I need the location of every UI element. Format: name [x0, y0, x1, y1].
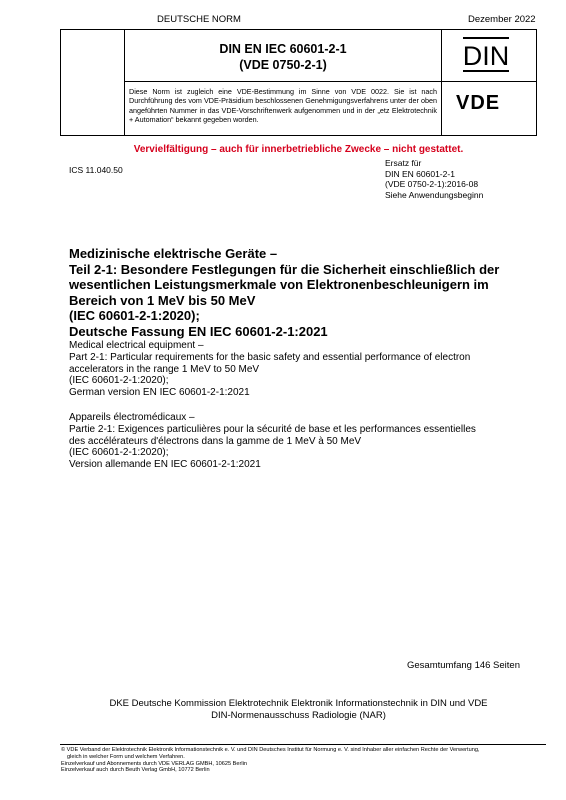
- vde-classification: (VDE 0750-2-1): [239, 58, 327, 72]
- box-divider-horizontal: [124, 81, 536, 82]
- footer-line: Einzelverkauf und Abonnements durch VDE VERLAG GMBH, 10625 Berlin: [61, 760, 247, 767]
- footer-divider: [60, 744, 546, 745]
- footer-line: Einzelverkauf auch durch Beuth Verlag GmbH, 10772 Berlin: [61, 767, 210, 774]
- vde-note: Diese Norm ist zugleich eine VDE-Bestimmung im Sinne von VDE 0022. Sie ist nach Durchführung des vom VDE-Präsidium beschlossenen Genehmigungsverfahrens unter der oben angeführten Nummer in das VDE-Vorschriftenwerk aufgenommen und in der „etz Elektrotechnik + Automation“ bekannt gegeben worden.: [129, 87, 437, 125]
- title-english-line: Medical electrical equipment –: [69, 340, 204, 351]
- standard-number: DIN EN IEC 60601-2-1: [219, 42, 347, 56]
- footer-line: © VDE Verband der Elektrotechnik Elektronik Informationstechnik e. V. und DIN Deutsches Institut für Normung e. V. sind Inhaber aller einfachen Rechte der Verwertung,: [61, 747, 480, 753]
- copyright-footer: [61, 747, 551, 774]
- title-german-line: wesentlichen Leistungsmerkmale von Elektronenbeschleunigern im: [69, 277, 489, 293]
- standard-title-box: [60, 29, 537, 136]
- title-french-line: Partie 2-1: Exigences particulières pour la sécurité de base et les performances essentielles: [69, 423, 476, 435]
- title-german-line: (IEC 60601-2-1:2020);: [69, 308, 200, 324]
- title-german-line: Teil 2-1: Besondere Festlegungen für die Sicherheit einschließlich der: [69, 261, 500, 277]
- title-german-line: Deutsche Fassung EN IEC 60601-2-1:2021: [69, 323, 328, 339]
- title-french-line: des accélérateurs d'électrons dans la gamme de 1 MeV à 50 MeV: [69, 435, 362, 447]
- replacement-line: Siehe Anwendungsbeginn: [385, 189, 484, 200]
- title-english-line: Part 2-1: Particular requirements for the basic safety and essential performance of electron: [69, 351, 471, 363]
- title-english: [69, 340, 539, 399]
- replacement-line: (VDE 0750-2-1):2016-08: [385, 179, 479, 190]
- title-english-line: (IEC 60601-2-1:2020);: [69, 375, 169, 387]
- title-german-line: Medizinische elektrische Geräte –: [69, 246, 278, 261]
- title-french: [69, 412, 539, 471]
- ics-code: ICS 11.040.50: [69, 165, 123, 175]
- replacement-line: DIN EN 60601-2-1: [385, 168, 455, 179]
- title-french-line: Appareils électromédicaux –: [69, 412, 195, 423]
- box-divider-right: [441, 30, 442, 135]
- copy-notice: Vervielfältigung – auch für innerbetriebliche Zwecke – nicht gestattet.: [133, 144, 464, 155]
- publisher-line-1: DKE Deutsche Kommission Elektrotechnik Elektronik Informationstechnik in DIN und VDE: [109, 698, 488, 709]
- total-pages: Gesamtumfang 146 Seiten: [406, 660, 520, 671]
- title-german-line: Bereich von 1 MeV bis 50 MeV: [69, 292, 256, 308]
- title-german: [69, 246, 539, 340]
- replacement-info: [385, 158, 483, 200]
- title-french-line: (IEC 60601-2-1:2020);: [69, 447, 169, 459]
- title-english-line: accelerators in the range 1 MeV to 50 MeV: [69, 363, 260, 375]
- replacement-line: Ersatz für: [385, 158, 422, 168]
- din-logo-text: DIN: [462, 41, 510, 71]
- title-french-line: Version allemande EN IEC 60601-2-1:2021: [69, 459, 261, 471]
- document-type: DEUTSCHE NORM: [157, 14, 241, 25]
- publication-date: Dezember 2022: [468, 14, 536, 25]
- vde-logo-icon: VDE: [456, 92, 501, 114]
- din-logo-icon: [461, 36, 511, 73]
- footer-line: gleich in welcher Form und welchem Verfahren.: [67, 753, 185, 760]
- title-english-line: German version EN IEC 60601-2-1:2021: [69, 387, 250, 399]
- publisher-line-2: DIN-Normenausschuss Radiologie (NAR): [211, 710, 386, 721]
